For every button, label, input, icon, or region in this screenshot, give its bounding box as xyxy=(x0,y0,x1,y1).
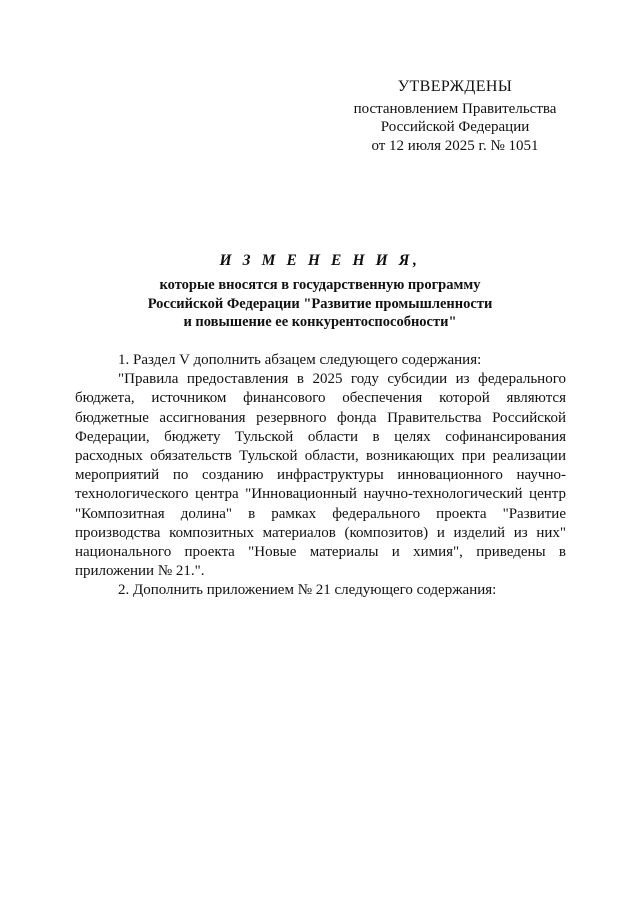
subtitle-line-1: которые вносятся в государственную программу xyxy=(159,277,481,293)
approval-line-2: Российской Федерации xyxy=(380,119,530,135)
approval-line-1: постановлением Правительства xyxy=(353,100,557,117)
paragraph-item-2: 2. Дополнить приложением № 21 следующего содержания: xyxy=(118,582,497,599)
document-title: И З М Е Н Е Н И Я, xyxy=(219,252,421,269)
paragraph-item-1: 1. Раздел V дополнить абзацем следующего содержания: xyxy=(118,352,482,368)
paragraph-quote: "Правила предоставления в 2025 году субсидии из федерального бюджета, источником финансового обеспечения которой являются бюджетные ассигнования резервного фонда Правительства Российской Федерации, бюджету Тульской области в целях софинансирования расходных обязательств Тульской области, возникающих при реализации мероприятий по созданию инфраструктуры инновационного научно-технологического центра "Инновационный научно-технологический центр "Композитная долина" в рамках федерального проекта "Развитие производства композитных материалов (композитов) и изделий из них" национального проекта "Новые материалы и химия", приведены в приложении № 21.". xyxy=(75,371,566,580)
document-body xyxy=(75,351,566,601)
subtitle-line-3: и повышение ее конкурентоспособности" xyxy=(183,314,457,330)
approved-label: УТВЕРЖДЕНЫ xyxy=(397,78,513,95)
approval-stamp xyxy=(330,78,580,155)
document-subtitle xyxy=(90,276,550,332)
subtitle-line-2: Российской Федерации "Развитие промышленности xyxy=(147,295,493,312)
approval-line-3: от 12 июля 2025 г. № 1051 xyxy=(371,137,539,154)
